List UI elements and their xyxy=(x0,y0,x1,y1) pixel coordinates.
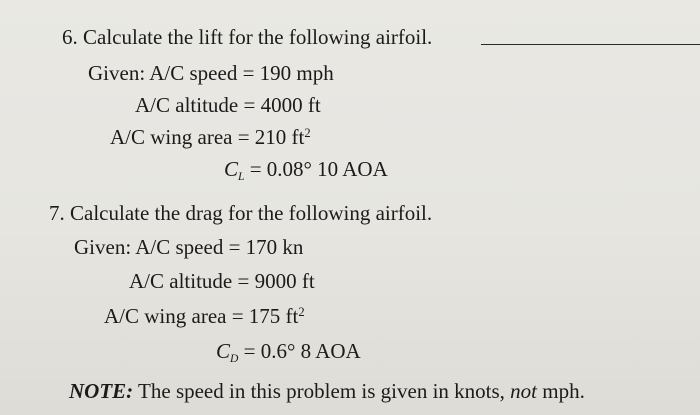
problem-6-wing-area-text: A/C wing area = 210 ft xyxy=(110,125,305,149)
problem-7-wing-area-exponent: 2 xyxy=(298,305,305,320)
problem-7-drag-coefficient xyxy=(216,341,361,366)
problem-6-coef-value: = 0.08° 10 AOA xyxy=(244,157,388,181)
problem-6-answer-line xyxy=(481,44,700,45)
problem-6-given-speed: Given: A/C speed = 190 mph xyxy=(88,61,334,85)
problem-7-given-speed: Given: A/C speed = 170 kn xyxy=(74,235,304,259)
problem-6-coef-subscript: L xyxy=(238,171,245,184)
problem-7-altitude: A/C altitude = 9000 ft xyxy=(129,269,315,293)
problem-6-wing-area xyxy=(110,127,311,148)
problem-6-header xyxy=(62,27,432,48)
problem-7-coef-subscript: D xyxy=(230,353,239,366)
problem-6-wing-area-exponent: 2 xyxy=(304,126,311,141)
problem-6-header-text: 6. Calculate the lift for the following airfoil. xyxy=(62,25,433,49)
note-emphasis: not xyxy=(510,379,538,403)
problem-6-lift-coefficient xyxy=(224,159,388,184)
problem-6-coef-symbol: C xyxy=(224,157,239,181)
problem-7-coef-value: = 0.6° 8 AOA xyxy=(238,339,361,363)
problem-7-wing-area-text: A/C wing area = 175 ft xyxy=(104,304,299,328)
note-text-before: The speed in this problem is given in knots, xyxy=(133,379,511,403)
note-label: NOTE: xyxy=(69,379,134,403)
problem-7-header: 7. Calculate the drag for the following airfoil. xyxy=(49,201,433,225)
speed-note xyxy=(69,381,585,402)
problem-6-altitude: A/C altitude = 4000 ft xyxy=(135,93,321,117)
problem-7-coef-symbol: C xyxy=(216,339,231,363)
note-text-after: mph. xyxy=(537,379,585,403)
problem-7-wing-area xyxy=(104,306,305,327)
